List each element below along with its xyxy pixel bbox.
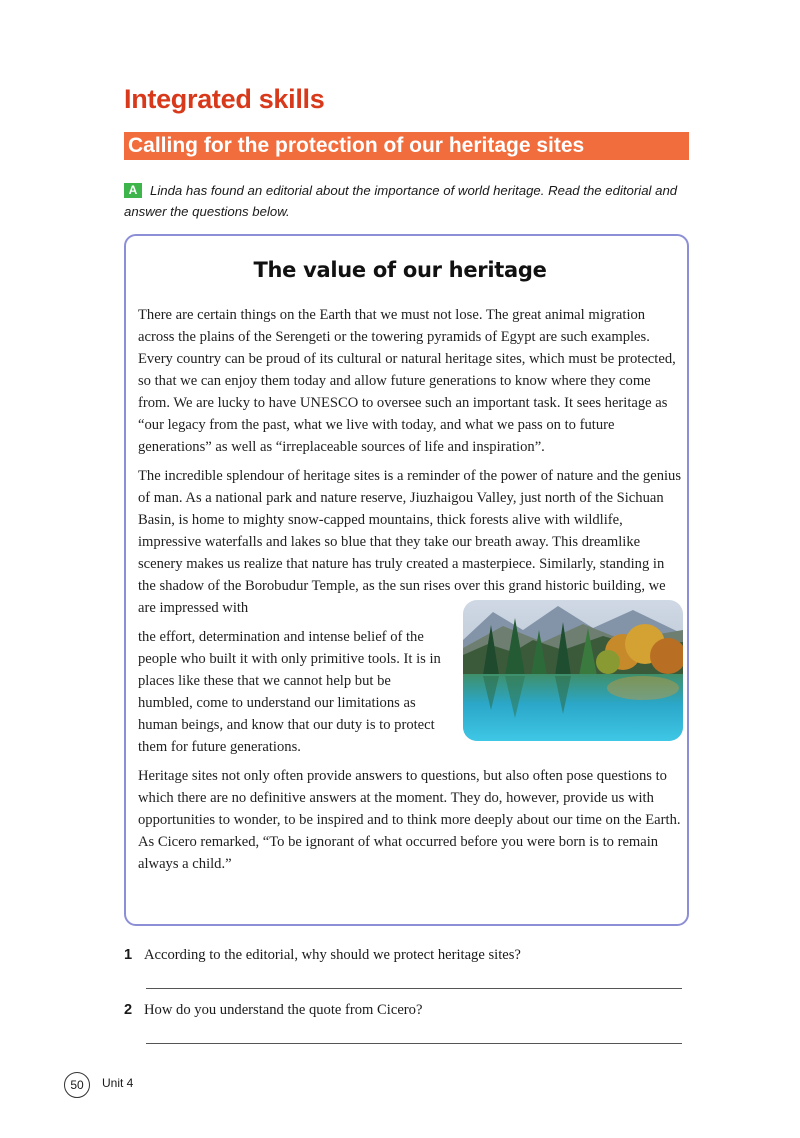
question-1-text: According to the editorial, why should we protect heritage sites?: [144, 947, 521, 963]
paragraph-3: the effort, determination and intense belief of the people who built it with only primitive tools. It is in places like these that we cannot help but be humbled, come to understand our limitations as human beings, and know that our duty is to protect them for future generations.: [138, 629, 441, 755]
question-1: [124, 945, 684, 965]
question-2-number: 2: [124, 1002, 133, 1018]
instruction-text: Linda has found an editorial about the importance of world heritage. Read the editorial and answer the questions below.: [124, 183, 678, 219]
task-label-badge: A: [124, 183, 142, 198]
question-2: [124, 1000, 684, 1020]
editorial-body: [138, 304, 683, 882]
jiuzhaigou-lake-photo: [463, 600, 683, 741]
task-instruction: [124, 180, 694, 222]
paragraph-2-text: The incredible splendour of heritage sites is a reminder of the power of nature and the genius of man. As a national park and nature reserve, Jiuzhaigou Valley, just north of the Sichuan Basin, is home to mighty snow-capped mountains, thick forests alive with wildlife, impressive waterfalls and lakes so blue that they take our breath away. This dreamlike scenery makes us realize that nature has truly created a masterpiece. Similarly, standing in the shadow of the Borobudur Temple, as the sun rises over this grand historic building, we are impressed with: [138, 468, 682, 616]
paragraph-1: There are certain things on the Earth that we must not lose. The great animal migration across the plains of the Serengeti or the towering pyramids of Egypt are such examples. Every country can be proud of its cultural or natural heritage sites, which must be protected, so that we can enjoy them today and allow future generations to know where they come from. We are lucky to have UNESCO to oversee such an important task. It sees heritage as “our legacy from the past, what we live with today, and what we pass on to future generations” as well as “irreplaceable sources of life and inspiration”.: [138, 307, 676, 455]
question-2-text: How do you understand the quote from Cicero?: [144, 1002, 423, 1018]
section-title: Integrated skills: [124, 84, 325, 114]
subtitle-banner: Calling for the protection of our heritage sites: [124, 132, 689, 160]
unit-label: Unit 4: [102, 1076, 134, 1090]
paragraph-4: Heritage sites not only often provide answers to questions, but also often pose questions to which there are no definitive answers at the moment. They do, however, provide us with opportunities to wonder, to be inspired and to think more deeply about our time on the Earth. As Cicero remarked, “To be ignorant of what occurred before you were born is to remain always a child.”: [138, 768, 681, 872]
answer-line-1[interactable]: [146, 988, 682, 989]
paragraph-2: [138, 465, 683, 619]
answer-line-2[interactable]: [146, 1043, 682, 1044]
editorial-title: The value of our heritage: [253, 258, 547, 282]
question-1-number: 1: [124, 947, 133, 963]
page-number: 50: [64, 1072, 90, 1098]
